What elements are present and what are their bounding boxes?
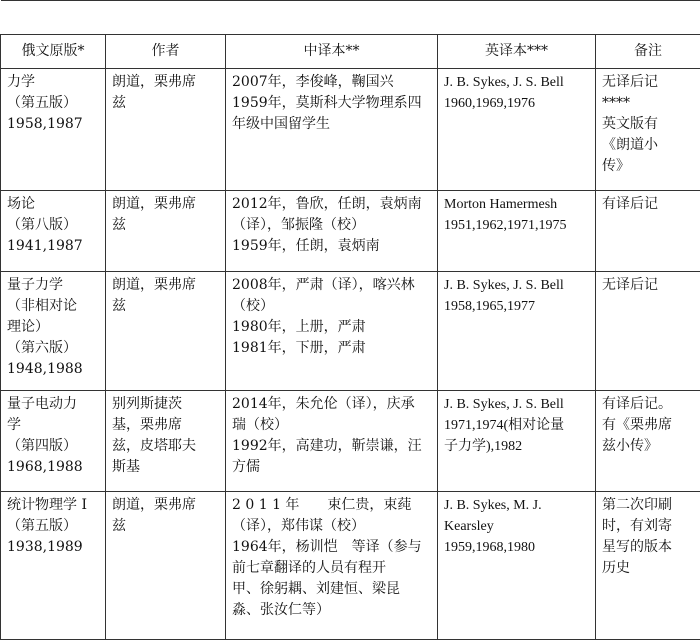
cell-line: 量子力学: [7, 275, 99, 296]
table-top-row: [1, 1, 700, 35]
cell-line: 历史: [602, 558, 694, 579]
cell-line: Kearsley: [444, 516, 589, 537]
cell-line: （第六版）: [7, 338, 99, 359]
cell-chinese: [226, 492, 438, 640]
cell-line: 1958,1987: [7, 114, 99, 135]
header-chinese: 中译本**: [226, 35, 438, 69]
cell-line: 2008年，严肃（译），喀兴林: [232, 275, 431, 296]
cell-chinese: [226, 191, 438, 272]
cell-line: 1959年，莫斯科大学物理系四: [232, 93, 431, 114]
cell-line: （第五版）: [7, 93, 99, 114]
cell-chinese: [226, 69, 438, 191]
cell-line: 年级中国留学生: [232, 114, 431, 135]
cell-english: [438, 391, 596, 492]
cell-line: 朗道，栗弗席: [112, 72, 219, 93]
cell-line: 1951,1962,1971,1975: [444, 215, 589, 236]
cell-line: 理论）: [7, 317, 99, 338]
cell-line: 淼、张汝仁等）: [232, 600, 431, 621]
cell-line: 2007年，李俊峰，鞠国兴: [232, 72, 431, 93]
cell-line: ****: [602, 93, 694, 114]
cell-line: Morton Hamermesh: [444, 194, 589, 215]
header-original: 俄文原版*: [1, 35, 106, 69]
cell-english: [438, 191, 596, 272]
cell-line: 前七章翻译的人员有程开: [232, 558, 431, 579]
table-header-row: [1, 35, 700, 69]
cell-line: 力学: [7, 72, 99, 93]
cell-line: 朗道，栗弗席: [112, 275, 219, 296]
cell-line: 兹，皮塔耶夫: [112, 436, 219, 457]
cell-line: 兹小传》: [602, 436, 694, 457]
cell-line: 兹: [112, 296, 219, 317]
cell-line: J. B. Sykes, J. S. Bell: [444, 394, 589, 415]
cell-note: [596, 69, 700, 191]
cell-line: 1948,1988: [7, 359, 99, 380]
cell-line: 无译后记: [602, 275, 694, 296]
cell-line: 统计物理学 I: [7, 495, 99, 516]
header-note: 备注: [596, 35, 700, 69]
cell-line: 场论: [7, 194, 99, 215]
cell-line: 星写的版本: [602, 537, 694, 558]
header-author: 作者: [106, 35, 226, 69]
table-row: [1, 272, 700, 391]
cell-english: [438, 492, 596, 640]
cell-line: （译），郑伟谋（校）: [232, 516, 431, 537]
cell-line: 1980年，上册，严肃: [232, 317, 431, 338]
cell-line: 基，栗弗席: [112, 415, 219, 436]
cell-line: 别列斯捷茨: [112, 394, 219, 415]
cell-original: [1, 391, 106, 492]
cell-author: [106, 492, 226, 640]
cell-line: 斯基: [112, 457, 219, 478]
cell-line: 有《栗弗席: [602, 415, 694, 436]
cell-line: （校）: [232, 296, 431, 317]
table-row: [1, 391, 700, 492]
cell-line: 1964年，杨训恺 等译（参与: [232, 537, 431, 558]
header-english: 英译本***: [438, 35, 596, 69]
cell-line: （第五版）: [7, 516, 99, 537]
cell-line: 方儒: [232, 457, 431, 478]
cell-line: 无译后记: [602, 72, 694, 93]
table-row: [1, 191, 700, 272]
cell-english: [438, 272, 596, 391]
cell-note: [596, 492, 700, 640]
cell-line: 1971,1974(相对论量: [444, 415, 589, 436]
cell-line: 子力学),1982: [444, 436, 589, 457]
cell-line: 1959,1968,1980: [444, 537, 589, 558]
cell-note: [596, 272, 700, 391]
cell-line: 2 0 1 1 年 束仁贵，束莼: [232, 495, 431, 516]
cell-author: [106, 272, 226, 391]
cell-line: 1959年，任朗，袁炳南: [232, 236, 431, 257]
cell-original: [1, 191, 106, 272]
cell-line: J. B. Sykes, J. S. Bell: [444, 72, 589, 93]
cell-line: 1981年，下册，严肃: [232, 338, 431, 359]
cell-note: [596, 191, 700, 272]
cell-line: J. B. Sykes, J. S. Bell: [444, 275, 589, 296]
cell-line: 1958,1965,1977: [444, 296, 589, 317]
cell-original: [1, 272, 106, 391]
cell-chinese: [226, 272, 438, 391]
cell-line: 兹: [112, 516, 219, 537]
cell-line: 学: [7, 415, 99, 436]
cell-line: 1992年，高建功，靳崇谦，汪: [232, 436, 431, 457]
cell-line: 2012年，鲁欣，任朗，袁炳南: [232, 194, 431, 215]
cell-line: 有译后记。: [602, 394, 694, 415]
cell-note: [596, 391, 700, 492]
cell-author: [106, 69, 226, 191]
cell-line: 传》: [602, 156, 694, 177]
cell-line: 第二次印刷: [602, 495, 694, 516]
cell-line: 朗道，栗弗席: [112, 194, 219, 215]
cell-line: 《朗道小: [602, 135, 694, 156]
cell-line: （第八版）: [7, 215, 99, 236]
cell-line: 有译后记: [602, 194, 694, 215]
cell-line: 英文版有: [602, 114, 694, 135]
cell-line: 1968,1988: [7, 457, 99, 478]
cell-author: [106, 391, 226, 492]
cell-line: 时，有刘寄: [602, 516, 694, 537]
cell-line: 1941,1987: [7, 236, 99, 257]
cell-line: 量子电动力: [7, 394, 99, 415]
table-row: [1, 492, 700, 640]
cell-line: （非相对论: [7, 296, 99, 317]
cell-original: [1, 492, 106, 640]
cell-line: （第四版）: [7, 436, 99, 457]
cell-line: 1938,1989: [7, 537, 99, 558]
cell-line: 瑞（校）: [232, 415, 431, 436]
table-row: [1, 69, 700, 191]
cell-line: 兹: [112, 93, 219, 114]
blank-top-cell: [1, 1, 700, 35]
cell-chinese: [226, 391, 438, 492]
cell-author: [106, 191, 226, 272]
cell-line: J. B. Sykes, M. J.: [444, 495, 589, 516]
cell-english: [438, 69, 596, 191]
cell-line: 2014年，朱允伦（译），庆承: [232, 394, 431, 415]
cell-line: 兹: [112, 215, 219, 236]
cell-line: 朗道，栗弗席: [112, 495, 219, 516]
cell-line: （译），邹振隆（校）: [232, 215, 431, 236]
cell-line: 甲、徐躬耦、刘建恒、梁昆: [232, 579, 431, 600]
cell-line: 1960,1969,1976: [444, 93, 589, 114]
cell-original: [1, 69, 106, 191]
